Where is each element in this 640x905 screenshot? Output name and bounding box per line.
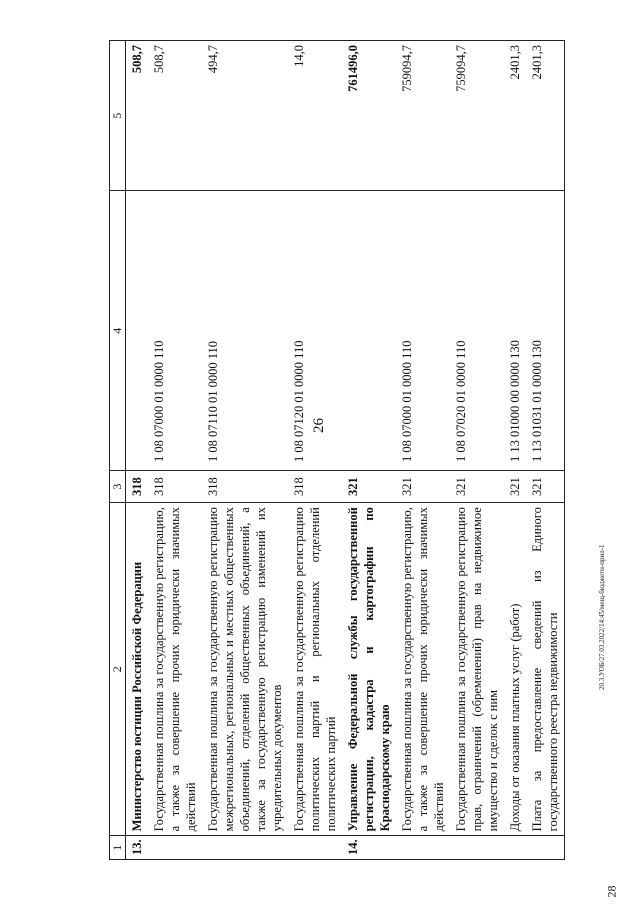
row-amount: 494,7	[202, 41, 288, 192]
column-header: 1	[110, 836, 126, 860]
row-description: Государственная пошлина за государственную регистрацию межрегиональных, региональных и местных общественных объединений, отделений общественных объединений, а также за государственную регистрацию изменений их учредительных документов	[202, 503, 288, 836]
table-row	[288, 41, 342, 860]
row-admin-code: 321	[396, 470, 450, 502]
row-description: Министерство юстиции Российской Федерации	[126, 503, 149, 836]
table-row	[202, 41, 288, 860]
table-row	[148, 41, 202, 860]
row-budget-code: 1 08 07110 01 0000 110	[202, 191, 288, 470]
row-description: Государственная пошлина за государственную регистрацию, а также за совершение прочих юридически значимых действий	[396, 503, 450, 836]
row-description: Доходы от оказания платных услуг (работ)	[504, 503, 526, 836]
row-admin-code: 321	[342, 470, 396, 502]
table-row	[450, 41, 504, 860]
table-row	[504, 41, 526, 860]
row-amount: 759094,7	[450, 41, 504, 192]
row-description: Плата за предоставление сведений из Единого государственного реестра недвижимости	[526, 503, 565, 836]
row-number	[526, 836, 565, 860]
column-header: 4	[110, 191, 126, 470]
row-number	[148, 836, 202, 860]
row-number	[450, 836, 504, 860]
row-budget-code	[126, 191, 149, 470]
row-description: Государственная пошлина за государственную регистрацию политических партий и региональных отделений политических партий	[288, 503, 342, 836]
row-admin-code: 318	[202, 470, 288, 502]
row-budget-code	[342, 191, 396, 470]
row-admin-code: 318	[126, 470, 149, 502]
row-budget-code: 1 13 01000 00 0000 130	[504, 191, 526, 470]
row-description: Управление Федеральной службы государственной регистрации, кадастра и картографии по Краснодарскому краю	[342, 503, 396, 836]
row-budget-code: 1 08 07120 01 0000 110	[288, 191, 342, 470]
table-row	[526, 41, 565, 860]
row-admin-code: 321	[504, 470, 526, 502]
row-admin-code: 321	[450, 470, 504, 502]
row-amount: 508,7	[126, 41, 149, 192]
row-amount: 2401,3	[504, 41, 526, 192]
row-number	[202, 836, 288, 860]
revenue-table	[109, 40, 565, 860]
column-header: 3	[110, 470, 126, 502]
row-budget-code: 1 08 07020 01 0000 110	[450, 191, 504, 470]
rotated-table-container	[109, 40, 569, 860]
table-header-row	[110, 41, 126, 860]
row-amount: 761496,0	[342, 41, 396, 192]
row-budget-code: 1 08 07000 01 0000 110	[396, 191, 450, 470]
row-amount: 2401,3	[526, 41, 565, 192]
row-budget-code: 1 13 01031 01 0000 130	[526, 191, 565, 470]
row-number	[288, 836, 342, 860]
corner-page-number: 28	[604, 885, 619, 898]
row-amount: 508,7	[148, 41, 202, 192]
row-number	[504, 836, 526, 860]
page-number: 26	[311, 418, 327, 433]
row-description: Государственная пошлина за государственную регистрацию, а также за совершение прочих юридически значимых действий	[148, 503, 202, 836]
table-row	[126, 41, 149, 860]
row-number: 13.	[126, 836, 149, 860]
row-budget-code: 1 08 07000 01 0000 110	[148, 191, 202, 470]
row-number	[396, 836, 450, 860]
row-description: Государственная пошлина за государственную регистрацию прав, ограничений (обременений) прав на недвижимое имущество и сделок с ним	[450, 503, 504, 836]
row-admin-code: 318	[288, 470, 342, 502]
document-stamp: 20.3.УОБ/27.03.2022/14:45/мещ-бюджетн-прил-1	[598, 544, 606, 690]
row-amount: 759094,7	[396, 41, 450, 192]
column-header: 5	[110, 41, 126, 192]
column-header: 2	[110, 503, 126, 836]
table-row	[396, 41, 450, 860]
row-amount: 14,0	[288, 41, 342, 192]
table-row	[342, 41, 396, 860]
row-number: 14.	[342, 836, 396, 860]
row-admin-code: 321	[526, 470, 565, 502]
row-admin-code: 318	[148, 470, 202, 502]
